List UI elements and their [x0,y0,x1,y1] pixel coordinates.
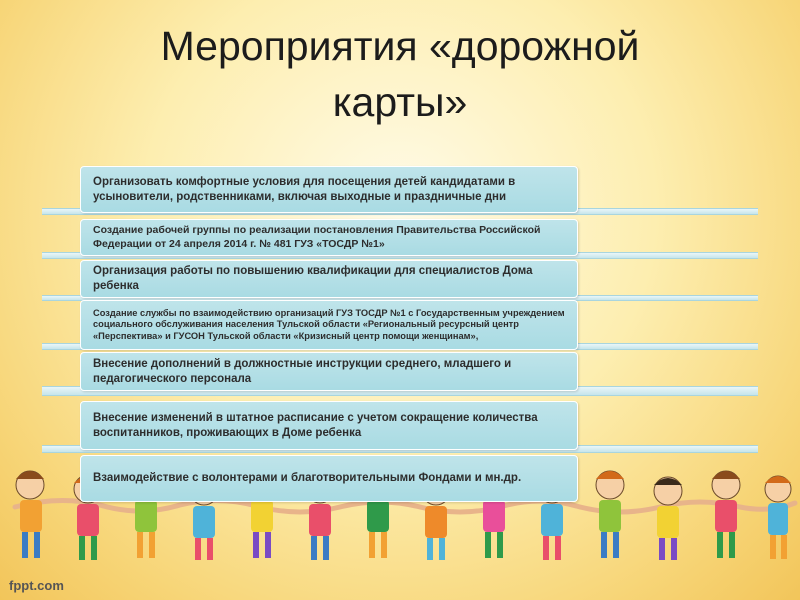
roadmap-item-5: Внесение дополнений в должностные инструкции среднего, младшего и педагогического персонала [80,352,578,391]
roadmap-item-1: Организовать комфортные условия для посещения детей кандидатами в усыновители, родственниками, включая выходные и праздничные дни [80,166,578,213]
title-line-2: карты» [332,79,468,125]
roadmap-item-2: Создание рабочей группы по реализации постановления Правительства Российской Федерации от 24 апреля 2014 г. № 481 ГУЗ «ТОСДР №1» [80,219,578,256]
roadmap-item-4: Создание службы по взаимодействию организаций ГУЗ ТОСДР №1 с Государственным учреждением социального обслуживания населения Тульской области «Региональный ресурсный центр «Перспектива» и ГУСОН Тульской области «Кризисный центр помощи женщинам», [80,300,578,350]
roadmap-item-6: Внесение изменений в штатное расписание с учетом сокращение количества воспитанников, проживающих в Доме ребенка [80,401,578,450]
roadmap-item-3: Организация работы по повышению квалификации для специалистов Дома ребенка [80,260,578,298]
roadmap-item-7: Взаимодействие с волонтерами и благотворительными Фондами и мн.др. [80,455,578,502]
fppt-logo: fppt.com [9,578,64,593]
title-line-1: Мероприятия «дорожной [160,23,640,69]
slide-title [0,18,800,130]
